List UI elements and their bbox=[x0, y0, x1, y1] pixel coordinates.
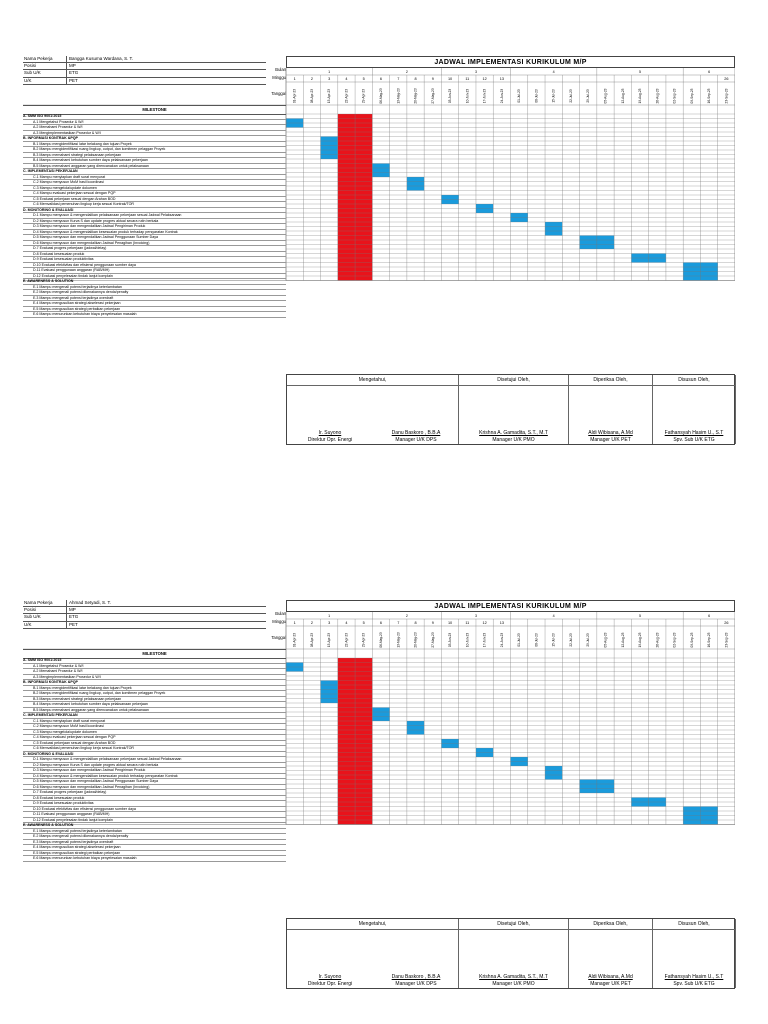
milestone-item: C.1 Mampu menyiapkan draft surat menyurat bbox=[23, 175, 286, 181]
milestone-item: B.5 Mampu memahami anggaran yang direncanakan untuk pelaksanaan bbox=[23, 164, 286, 170]
milestone-item: D.1 Mampu menyusun & mengendalikan pelaksanaan pekerjaan sesuai Jadwal Pelaksanaan bbox=[23, 757, 286, 763]
schedule-bar bbox=[286, 119, 303, 124]
signature-column bbox=[569, 375, 653, 444]
header-label-minggu: Minggu bbox=[272, 619, 286, 624]
date-label: 05-Aug-23 bbox=[603, 632, 608, 648]
week-label: 2 bbox=[310, 77, 313, 81]
schedule-bar bbox=[372, 708, 389, 713]
signature-heading: Mengetahui, bbox=[287, 375, 458, 386]
schedule-bar bbox=[407, 182, 424, 187]
milestone-item: A.3 Mengimplementasikan Prosedur & W/I bbox=[23, 675, 286, 681]
info-value: MP bbox=[69, 63, 76, 69]
signature-column bbox=[459, 375, 569, 444]
schedule-bar bbox=[407, 186, 424, 191]
schedule-bar bbox=[441, 195, 458, 200]
milestone-item: C.1 Mampu menyiapkan draft surat menyurat bbox=[23, 719, 286, 725]
milestone-item: B.4 Mampu memahami kebutuhan sumber daya pelaksanaan pekerjaan bbox=[23, 158, 286, 164]
milestone-item: D.7 Evaluasi progres pekerjaan (jadwal/delay) bbox=[23, 790, 286, 796]
date-label: 29-Jul-23 bbox=[586, 633, 591, 647]
signatory-name: Danu Baskoro , B.B.A bbox=[391, 974, 441, 980]
month-label: 3 bbox=[474, 614, 477, 618]
milestone-item: D.8 Evaluasi kesesuaian produk bbox=[23, 796, 286, 802]
schedule-title: JADWAL IMPLEMENTASI KURIKULUM M/P bbox=[286, 600, 735, 612]
milestone-item: B.3 Mampu memahami strategi pelaksanaan pekerjaan bbox=[23, 697, 286, 703]
signatory-position: Spv. Sub U/K ETG bbox=[673, 981, 715, 987]
milestone-item: C.4 Mampu evaluasi pekerjaan sesuai dengan PQP bbox=[23, 191, 286, 197]
signature-block bbox=[286, 918, 735, 989]
schedule-bar bbox=[476, 204, 493, 209]
info-value: PET bbox=[69, 621, 78, 627]
date-label: 19-Aug-23 bbox=[638, 88, 643, 104]
date-label: 29-Jul-23 bbox=[586, 89, 591, 103]
milestone-item: A.3 Mengimplementasikan Prosedur & W/I bbox=[23, 131, 286, 137]
milestone-item: D.9 Evaluasi kesesuaian produktivitas bbox=[23, 801, 286, 807]
milestone-header: MILESTONE bbox=[23, 649, 286, 659]
milestone-item: B.1 Mampu mengidentifikasi latar belakang dan tujuan Proyek bbox=[23, 142, 286, 148]
date-label: 05-Aug-23 bbox=[603, 88, 608, 104]
week-label: 9 bbox=[431, 621, 434, 625]
milestone-item: A.2 Memahami Prosedur & W/I bbox=[23, 125, 286, 131]
date-label: 09-Sep-23 bbox=[689, 632, 694, 648]
signature-heading: Disusun Oleh, bbox=[653, 375, 735, 386]
date-label: 13-May-23 bbox=[396, 88, 401, 104]
week-label: 6 bbox=[379, 621, 383, 625]
milestone-item: C.6 Memvalidasi pemenuhan lingkup kerja sesuai Kontrak/TOR bbox=[23, 746, 286, 752]
date-label: 02-Sep-23 bbox=[672, 88, 677, 104]
milestone-section: E. AWARENESS & SOLUTION bbox=[23, 823, 286, 829]
milestone-item: D.11 Evaluasi penggunaan anggaran (RAB/MH) bbox=[23, 268, 286, 274]
schedule-bar bbox=[441, 200, 458, 205]
date-label: 29-Apr-23 bbox=[361, 88, 366, 104]
schedule-bar bbox=[372, 717, 389, 722]
date-label: 16-Sep-23 bbox=[707, 88, 712, 104]
signatory-name: Krishna A. Gamadita, S.T., M.T bbox=[479, 430, 548, 436]
header-label-tanggal: Tanggal bbox=[271, 91, 286, 96]
signatory-position: Manager U/K PMO bbox=[492, 437, 535, 443]
schedule-bar bbox=[545, 775, 562, 780]
date-label: 22-Apr-23 bbox=[344, 632, 349, 648]
milestone-item: A.1 Mengetahui Prosedur & W/I bbox=[23, 664, 286, 670]
info-value: Ahmad Setyadi, S. T. bbox=[69, 600, 111, 605]
date-label: 12-Aug-23 bbox=[620, 632, 625, 648]
month-label: 6 bbox=[708, 614, 711, 618]
date-label: 15-Apr-23 bbox=[327, 632, 332, 648]
month-label: 3 bbox=[474, 70, 477, 74]
signatory-position: Manager U/K PMO bbox=[492, 981, 535, 987]
schedule-bar bbox=[286, 123, 303, 128]
schedule-bar bbox=[407, 730, 424, 735]
milestone-item: C.3 Mampu mengelola/update dokumen bbox=[23, 186, 286, 192]
date-label: 15-Jul-23 bbox=[551, 89, 556, 103]
milestone-section: C. IMPLEMENTASI PEKERJAAN bbox=[23, 169, 286, 175]
schedule-bar bbox=[476, 753, 493, 758]
schedule-bar bbox=[372, 164, 389, 169]
schedule-bar bbox=[511, 213, 528, 218]
date-label: 22-Jul-23 bbox=[568, 89, 573, 103]
week-label: 1 bbox=[293, 77, 296, 81]
date-label: 08-Jul-23 bbox=[534, 633, 539, 647]
schedule-sheet bbox=[23, 56, 735, 443]
milestone-item: D.5 Mampu menyusun dan mengendalikan Jadwal Penggunaan Sumber Daya bbox=[23, 235, 286, 241]
milestone-item: C.4 Mampu evaluasi pekerjaan sesuai dengan PQP bbox=[23, 735, 286, 741]
info-label: U/K bbox=[23, 622, 67, 628]
milestone-item: E.6 Mampu menurunkan kebutuhan biaya penyelesaian masalah bbox=[23, 856, 286, 862]
week-label: 11 bbox=[465, 621, 470, 625]
milestone-item: E.4 Mampu mengusulkan strategi akselerasi pekerjaan bbox=[23, 301, 286, 307]
signatory-name: Aldi Wibisana, A.Md bbox=[588, 974, 633, 980]
week-label: 7 bbox=[397, 621, 400, 625]
info-label: Nama Pekerja bbox=[23, 600, 67, 606]
date-label: 01-Apr-23 bbox=[292, 632, 297, 648]
month-label: 2 bbox=[405, 70, 408, 74]
info-value: PET bbox=[69, 77, 78, 83]
signatory-position: Manager U/K DPS bbox=[395, 437, 437, 443]
signatory-name: Ir. Suyono bbox=[318, 974, 342, 980]
signature-column bbox=[287, 375, 459, 444]
date-label: 06-May-23 bbox=[378, 88, 383, 104]
date-label: 29-Apr-23 bbox=[361, 632, 366, 648]
month-label: 5 bbox=[639, 70, 642, 74]
info-value: Bangga Kusuma Wardana, S. T. bbox=[69, 56, 134, 61]
week-label: 13 bbox=[499, 77, 504, 81]
date-label: 23-Sep-23 bbox=[724, 88, 729, 104]
date-label: 17-Jun-23 bbox=[482, 632, 487, 648]
date-label: 03-Jun-23 bbox=[448, 88, 453, 104]
milestone-item: C.5 Evaluasi pekerjaan sesuai dengan Arahan BOD bbox=[23, 197, 286, 203]
milestone-list bbox=[23, 114, 286, 318]
milestone-item: A.1 Mengetahui Prosedur & W/I bbox=[23, 120, 286, 126]
signature-heading: Diperiksa Oleh, bbox=[569, 375, 652, 386]
month-label: 4 bbox=[552, 614, 555, 618]
signature-block bbox=[286, 374, 735, 445]
date-label: 20-May-23 bbox=[413, 632, 418, 648]
milestone-item: D.2 Mampu menyusun Kurva S dan update progres aktual secara rutin berkala bbox=[23, 763, 286, 769]
milestone-item: E.1 Mampu mengenali potensi terjadinya keterlambatan bbox=[23, 829, 286, 835]
schedule-bar bbox=[321, 155, 338, 160]
week-label: 3 bbox=[328, 621, 331, 625]
schedule-bar bbox=[286, 667, 303, 672]
milestone-item: C.6 Memvalidasi pemenuhan lingkup kerja sesuai Kontrak/TOR bbox=[23, 202, 286, 208]
week-label: 9 bbox=[431, 77, 434, 81]
schedule-bar bbox=[321, 141, 338, 146]
milestone-item: B.4 Mampu memahami kebutuhan sumber daya pelaksanaan pekerjaan bbox=[23, 702, 286, 708]
milestone-section: C. IMPLEMENTASI PEKERJAAN bbox=[23, 713, 286, 719]
info-value: ETG bbox=[69, 614, 79, 620]
milestone-item: D.6 Mampu menyusun dan mengendalikan Jadwal Penagihan (Invoicing) bbox=[23, 785, 286, 791]
date-label: 24-Jun-23 bbox=[499, 88, 504, 104]
signature-column bbox=[569, 919, 653, 988]
milestone-section: B. INFORMASI KONTRAK &PQP bbox=[23, 680, 286, 686]
header-label-bulan: Bulan bbox=[275, 611, 286, 616]
date-label: 26-Aug-23 bbox=[655, 88, 660, 104]
date-label: 22-Apr-23 bbox=[344, 88, 349, 104]
signatory-name: Ir. Suyono bbox=[318, 430, 342, 436]
milestone-item: D.10 Evaluasi efektivitas dan efisiensi penggunaan sumber daya bbox=[23, 807, 286, 813]
milestone-item: D.1 Mampu menyusun & mengendalikan pelaksanaan pekerjaan sesuai Jadwal Pelaksanaan bbox=[23, 213, 286, 219]
week-label: 12 bbox=[482, 77, 487, 81]
milestone-item: E.3 Mampu mengenali potensi terjadinya overdraft bbox=[23, 296, 286, 302]
week-label: 5 bbox=[362, 621, 365, 625]
signature-heading: Mengetahui, bbox=[287, 919, 458, 930]
milestone-item: D.3 Mampu menyusun dan mengendalikan Jadwal Pengiriman Produk bbox=[23, 224, 286, 230]
milestone-section: D. MONITORING & EVALUASI bbox=[23, 208, 286, 214]
info-label: Sub U/K bbox=[23, 70, 67, 76]
milestone-item: B.5 Mampu memahami anggaran yang direncanakan untuk pelaksanaan bbox=[23, 708, 286, 714]
info-label: Nama Pekerja bbox=[23, 56, 67, 62]
schedule-bar bbox=[321, 690, 338, 695]
milestone-item: C.2 Mampu menyusun MoM hasil koordinasi bbox=[23, 724, 286, 730]
schedule-bar bbox=[321, 681, 338, 686]
milestone-section: B. INFORMASI KONTRAK &PQP bbox=[23, 136, 286, 142]
signature-heading: Disetujui Oleh, bbox=[459, 919, 568, 930]
milestone-header: MILESTONE bbox=[23, 105, 286, 115]
schedule-bar bbox=[321, 146, 338, 151]
schedule-bar bbox=[372, 168, 389, 173]
signature-heading: Disusun Oleh, bbox=[653, 919, 735, 930]
date-label: 02-Sep-23 bbox=[672, 632, 677, 648]
date-label: 08-Apr-23 bbox=[309, 632, 314, 648]
week-label: 1 bbox=[293, 621, 296, 625]
date-label: 27-May-23 bbox=[430, 88, 435, 104]
week-label: 6 bbox=[379, 77, 383, 81]
schedule-bar bbox=[545, 771, 562, 776]
header-label-minggu: Minggu bbox=[272, 75, 286, 80]
week-label: 8 bbox=[414, 621, 417, 625]
milestone-item: D.12 Evaluasi penyelesaian tindak lanjut komplain bbox=[23, 274, 286, 280]
info-label: Posisi bbox=[23, 63, 67, 69]
milestone-item: E.2 Mampu mengenali potensi dikenakannya denda/penalty bbox=[23, 834, 286, 840]
schedule-bar bbox=[511, 757, 528, 762]
signatory-position: Direktur Opr. Energi bbox=[307, 981, 353, 987]
schedule-bar bbox=[545, 222, 562, 227]
header-label-bulan: Bulan bbox=[275, 67, 286, 72]
milestone-section: A. SMM ISO 9001:2015 bbox=[23, 658, 286, 664]
date-label: 01-Apr-23 bbox=[292, 88, 297, 104]
milestone-item: E.5 Mampu mengusulkan strategi perbaikan pekerjaan bbox=[23, 851, 286, 857]
date-label: 24-Jun-23 bbox=[499, 632, 504, 648]
signatory-name: Danu Baskoro , B.B.A bbox=[391, 430, 441, 436]
date-label: 15-Apr-23 bbox=[327, 88, 332, 104]
week-label: 4 bbox=[345, 621, 348, 625]
milestone-item: D.6 Mampu menyusun dan mengendalikan Jadwal Penagihan (Invoicing) bbox=[23, 241, 286, 247]
milestone-item: D.11 Evaluasi penggunaan anggaran (RAB/MH) bbox=[23, 812, 286, 818]
milestone-item: D.12 Evaluasi penyelesaian tindak lanjut komplain bbox=[23, 818, 286, 824]
week-label: 5 bbox=[362, 77, 365, 81]
signature-column bbox=[653, 919, 736, 988]
schedule-bar bbox=[545, 231, 562, 236]
milestone-item: E.4 Mampu mengusulkan strategi akselerasi pekerjaan bbox=[23, 845, 286, 851]
schedule-bar bbox=[372, 173, 389, 178]
week-label: 7 bbox=[397, 77, 400, 81]
month-label: 5 bbox=[639, 614, 642, 618]
schedule-bar bbox=[545, 227, 562, 232]
date-label: 10-Jun-23 bbox=[465, 632, 470, 648]
milestone-item: E.5 Mampu mengusulkan strategi perbaikan pekerjaan bbox=[23, 307, 286, 313]
week-label: 11 bbox=[465, 77, 470, 81]
week-label: 8 bbox=[414, 77, 417, 81]
week-label: 2 bbox=[310, 621, 313, 625]
schedule-bar bbox=[407, 726, 424, 731]
date-label: 10-Jun-23 bbox=[465, 88, 470, 104]
date-label: 17-Jun-23 bbox=[482, 88, 487, 104]
schedule-bar bbox=[321, 150, 338, 155]
milestone-item: D.7 Evaluasi progres pekerjaan (jadwal/delay) bbox=[23, 246, 286, 252]
schedule-sheet bbox=[23, 600, 735, 987]
milestone-item: B.3 Mampu memahami strategi pelaksanaan pekerjaan bbox=[23, 153, 286, 159]
date-label: 26-Aug-23 bbox=[655, 632, 660, 648]
info-label: Posisi bbox=[23, 607, 67, 613]
schedule-bar bbox=[321, 694, 338, 699]
schedule-bar bbox=[441, 744, 458, 749]
week-label: 26 bbox=[724, 77, 729, 81]
signatory-name: Krishna A. Gamadita, S.T., M.T bbox=[479, 974, 548, 980]
milestone-list bbox=[23, 658, 286, 862]
date-label: 20-May-23 bbox=[413, 88, 418, 104]
signature-column bbox=[287, 919, 459, 988]
date-label: 01-Jul-23 bbox=[517, 633, 522, 647]
schedule-bar bbox=[511, 218, 528, 223]
milestone-item: D.4 Mampu menyusun & mengendalikan kesesuaian produk terhadap persyaratan Kontrak bbox=[23, 230, 286, 236]
week-label: 4 bbox=[345, 77, 348, 81]
milestone-section: A. SMM ISO 9001:2015 bbox=[23, 114, 286, 120]
week-label: 3 bbox=[328, 77, 331, 81]
month-label: 1 bbox=[328, 70, 331, 74]
schedule-bar bbox=[321, 699, 338, 704]
schedule-bar bbox=[321, 137, 338, 142]
milestone-item: E.2 Mampu mengenali potensi dikenakannya denda/penalty bbox=[23, 290, 286, 296]
schedule-bar bbox=[511, 762, 528, 767]
date-label: 12-Aug-23 bbox=[620, 88, 625, 104]
signatory-position: Direktur Opr. Energi bbox=[307, 437, 353, 443]
info-value: ETG bbox=[69, 70, 79, 76]
milestone-item: A.2 Memahami Prosedur & W/I bbox=[23, 669, 286, 675]
week-label: 10 bbox=[447, 77, 453, 81]
schedule-bar bbox=[476, 209, 493, 214]
info-value: MP bbox=[69, 607, 76, 613]
milestone-item: B.2 Mampu mengidentifikasi ruang lingkup, output, dan komitmen pelaggan Proyek bbox=[23, 691, 286, 697]
milestone-item: C.2 Mampu menyusun MoM hasil koordinasi bbox=[23, 180, 286, 186]
date-label: 08-Apr-23 bbox=[309, 88, 314, 104]
milestone-item: D.3 Mampu menyusun dan mengendalikan Jadwal Pengiriman Produk bbox=[23, 768, 286, 774]
date-label: 16-Sep-23 bbox=[707, 632, 712, 648]
milestone-item: D.8 Evaluasi kesesuaian produk bbox=[23, 252, 286, 258]
milestone-item: C.5 Evaluasi pekerjaan sesuai dengan Arahan BOD bbox=[23, 741, 286, 747]
signature-column bbox=[653, 375, 736, 444]
signatory-position: Manager U/K PET bbox=[590, 437, 631, 443]
milestone-item: D.5 Mampu menyusun dan mengendalikan Jadwal Penggunaan Sumber Daya bbox=[23, 779, 286, 785]
schedule-bar bbox=[407, 177, 424, 182]
week-label: 26 bbox=[724, 621, 729, 625]
milestone-item: B.1 Mampu mengidentifikasi latar belakang dan tujuan Proyek bbox=[23, 686, 286, 692]
signatory-position: Spv. Sub U/K ETG bbox=[673, 437, 715, 443]
schedule-bar bbox=[441, 739, 458, 744]
milestone-item: E.3 Mampu mengenali potensi terjadinya overdraft bbox=[23, 840, 286, 846]
milestone-section: D. MONITORING & EVALUASI bbox=[23, 752, 286, 758]
signature-heading: Diperiksa Oleh, bbox=[569, 919, 652, 930]
signatory-position: Manager U/K DPS bbox=[395, 981, 437, 987]
month-label: 2 bbox=[405, 614, 408, 618]
schedule-bar bbox=[372, 712, 389, 717]
milestone-section: E. AWARENESS & SOLUTION bbox=[23, 279, 286, 285]
info-label: Sub U/K bbox=[23, 614, 67, 620]
date-label: 27-May-23 bbox=[430, 632, 435, 648]
milestone-item: E.6 Mampu menurunkan kebutuhan biaya penyelesaian masalah bbox=[23, 312, 286, 318]
milestone-item: D.9 Evaluasi kesesuaian produktivitas bbox=[23, 257, 286, 263]
milestone-item: B.2 Mampu mengidentifikasi ruang lingkup, output, dan komitmen pelaggan Proyek bbox=[23, 147, 286, 153]
schedule-title: JADWAL IMPLEMENTASI KURIKULUM M/P bbox=[286, 56, 735, 68]
schedule-bar bbox=[476, 748, 493, 753]
milestone-item: D.2 Mampu menyusun Kurva S dan update progres aktual secara rutin berkala bbox=[23, 219, 286, 225]
schedule-bar bbox=[407, 721, 424, 726]
schedule-bar bbox=[286, 663, 303, 668]
signatory-position: Manager U/K PET bbox=[590, 981, 631, 987]
date-label: 09-Sep-23 bbox=[689, 88, 694, 104]
signatory-name: Fathansyah Hasim U., S.T bbox=[664, 974, 724, 980]
date-label: 19-Aug-23 bbox=[638, 632, 643, 648]
info-label: U/K bbox=[23, 78, 67, 84]
date-label: 15-Jul-23 bbox=[551, 633, 556, 647]
schedule-bar bbox=[545, 766, 562, 771]
schedule-bar bbox=[321, 685, 338, 690]
date-label: 23-Sep-23 bbox=[724, 632, 729, 648]
date-label: 01-Jul-23 bbox=[517, 89, 522, 103]
month-label: 1 bbox=[328, 614, 331, 618]
week-label: 12 bbox=[482, 621, 487, 625]
month-label: 6 bbox=[708, 70, 711, 74]
date-label: 08-Jul-23 bbox=[534, 89, 539, 103]
week-label: 13 bbox=[499, 621, 504, 625]
date-label: 13-May-23 bbox=[396, 632, 401, 648]
date-label: 22-Jul-23 bbox=[568, 633, 573, 647]
header-label-tanggal: Tanggal bbox=[271, 635, 286, 640]
signatory-name: Fathansyah Hasim U., S.T bbox=[664, 430, 724, 436]
date-label: 06-May-23 bbox=[378, 632, 383, 648]
signature-heading: Disetujui Oleh, bbox=[459, 375, 568, 386]
signatory-name: Aldi Wibisana, A.Md bbox=[588, 430, 633, 436]
week-label: 10 bbox=[447, 621, 453, 625]
milestone-item: D.4 Mampu menyusun & mengendalikan kesesuaian produk terhadap persyaratan Kontrak bbox=[23, 774, 286, 780]
milestone-item: E.1 Mampu mengenali potensi terjadinya keterlambatan bbox=[23, 285, 286, 291]
milestone-item: D.10 Evaluasi efektivitas dan efisiensi penggunaan sumber daya bbox=[23, 263, 286, 269]
signature-column bbox=[459, 919, 569, 988]
month-label: 4 bbox=[552, 70, 555, 74]
milestone-item: C.3 Mampu mengelola/update dokumen bbox=[23, 730, 286, 736]
date-label: 03-Jun-23 bbox=[448, 632, 453, 648]
